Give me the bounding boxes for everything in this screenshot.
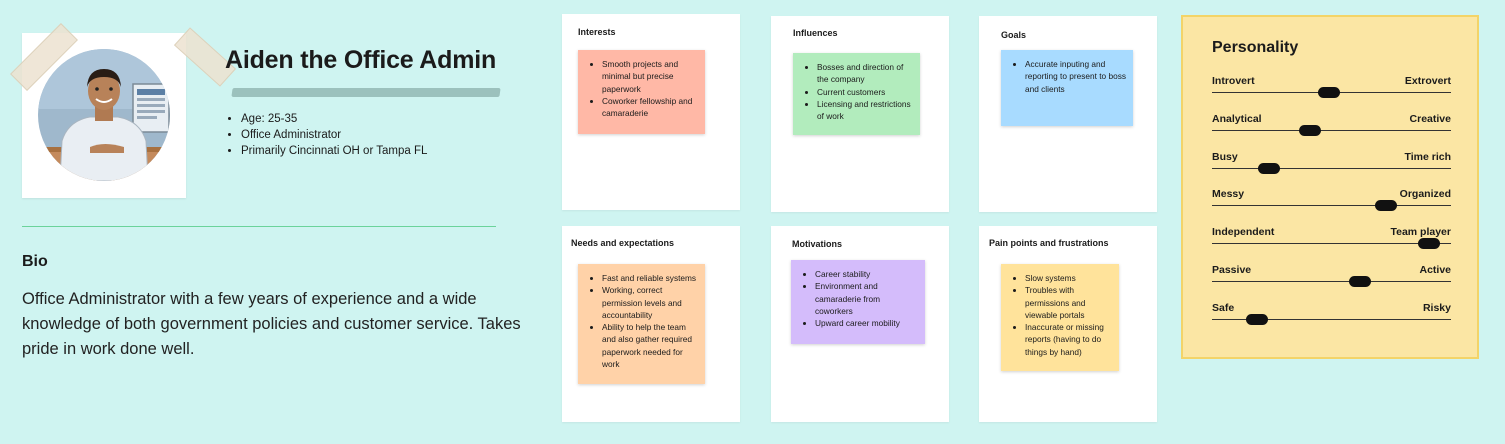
list-item: • Troubles with permissions and viewable portals xyxy=(1025,284,1113,321)
avatar-card xyxy=(22,33,186,198)
sticky-note[interactable] xyxy=(578,50,705,134)
trait-left-label: Independent xyxy=(1212,226,1275,239)
sticky-note[interactable] xyxy=(578,264,705,384)
list-item: • Accurate inputing and reporting to present to boss and clients xyxy=(1025,58,1127,95)
trait-right-label: Active xyxy=(1419,264,1451,276)
persona-facts xyxy=(228,111,427,159)
slider-handle[interactable] xyxy=(1349,276,1371,287)
list-item: • Ability to help the team and also gather required paperwork needed for work xyxy=(602,321,699,370)
card-needs xyxy=(562,226,740,422)
sticky-list xyxy=(793,53,920,122)
trait-slider[interactable] xyxy=(1212,151,1451,173)
trait-right-label: Organized xyxy=(1399,188,1451,201)
slider-handle[interactable] xyxy=(1318,87,1340,98)
card-title: Pain points and frustrations xyxy=(989,238,1109,248)
list-item: • Career stability xyxy=(815,268,919,280)
trait-left-label: Passive xyxy=(1212,264,1252,276)
trait-left-label: Messy xyxy=(1212,188,1245,201)
list-item: • Slow systems xyxy=(1025,272,1113,284)
bio-heading: Bio xyxy=(22,253,48,270)
slider-track[interactable] xyxy=(1212,205,1451,206)
trait-slider[interactable] xyxy=(1212,264,1451,286)
personality-panel xyxy=(1181,15,1479,359)
trait-left-label: Safe xyxy=(1212,301,1235,314)
card-title: Motivations xyxy=(792,239,843,249)
personality-title: Personality xyxy=(1212,39,1299,56)
card-pain-points xyxy=(979,226,1157,422)
card-title: Goals xyxy=(1001,30,1027,40)
list-item: • Bosses and direction of the company xyxy=(817,61,914,86)
slider-handle[interactable] xyxy=(1246,314,1268,325)
sticky-note[interactable] xyxy=(793,53,920,135)
card-goals xyxy=(979,16,1157,212)
card-title: Influences xyxy=(793,28,838,38)
sticky-list xyxy=(1001,50,1133,95)
trait-left-label: Introvert xyxy=(1212,75,1255,87)
trait-slider[interactable] xyxy=(1212,302,1451,324)
slider-track[interactable] xyxy=(1212,243,1451,244)
list-item: • Environment and camaraderie from coworkers xyxy=(815,280,919,317)
persona-name: Aiden the Office Admin xyxy=(225,46,497,74)
list-item: • Smooth projects and minimal but precise paperwork xyxy=(602,58,699,95)
trait-right-label: Team player xyxy=(1390,226,1451,239)
list-item: • Coworker fellowship and camaraderie xyxy=(602,95,699,120)
trait-right-label: Extrovert xyxy=(1404,75,1451,87)
list-item: • Inaccurate or missing reports (having to do things by hand) xyxy=(1025,321,1113,358)
list-item: • Upward career mobility xyxy=(815,317,919,329)
trait-slider[interactable] xyxy=(1212,113,1451,135)
trait-right-label: Risky xyxy=(1422,301,1451,314)
fact-role: • Office Administrator xyxy=(241,127,427,143)
sticky-note[interactable] xyxy=(1001,50,1133,126)
slider-track[interactable] xyxy=(1212,168,1451,169)
trait-left-label: Analytical xyxy=(1212,112,1262,125)
card-influences xyxy=(771,16,949,212)
bio-text: Office Administrator with a few years of experience and a wide knowledge of both government policies and customer service. Takes pride in work done well. xyxy=(22,290,521,358)
divider xyxy=(22,226,496,227)
slider-handle[interactable] xyxy=(1418,238,1440,249)
fact-age: • Age: 25-35 xyxy=(241,111,427,127)
avatar xyxy=(38,49,170,181)
slider-track[interactable] xyxy=(1212,281,1451,282)
sticky-note[interactable] xyxy=(791,260,925,344)
trait-right-label: Time rich xyxy=(1404,150,1451,163)
trait-slider[interactable] xyxy=(1212,226,1451,248)
sticky-list xyxy=(791,260,925,329)
trait-slider[interactable] xyxy=(1212,75,1451,97)
slider-handle[interactable] xyxy=(1258,163,1280,174)
slider-track[interactable] xyxy=(1212,130,1451,131)
trait-left-label: Busy xyxy=(1212,150,1238,163)
trait-slider[interactable] xyxy=(1212,188,1451,210)
sticky-note[interactable] xyxy=(1001,264,1119,371)
list-item: • Working, correct permission levels and accountability xyxy=(602,284,699,321)
trait-right-label: Creative xyxy=(1409,112,1451,125)
list-item: • Current customers xyxy=(817,86,914,98)
list-item: • Licensing and restrictions of work xyxy=(817,98,914,123)
sticky-list xyxy=(578,50,705,119)
slider-handle[interactable] xyxy=(1375,200,1397,211)
card-title: Needs and expectations xyxy=(571,238,675,248)
sticky-list xyxy=(1001,264,1119,358)
slider-handle[interactable] xyxy=(1299,125,1321,136)
card-motivations xyxy=(771,226,949,422)
fact-location: • Primarily Cincinnati OH or Tampa FL xyxy=(241,143,427,159)
name-underline xyxy=(231,88,500,97)
sticky-list xyxy=(578,264,705,370)
avatar-illustration-icon xyxy=(38,49,170,181)
card-title: Interests xyxy=(578,27,616,37)
card-interests xyxy=(562,14,740,210)
list-item: • Fast and reliable systems xyxy=(602,272,699,284)
